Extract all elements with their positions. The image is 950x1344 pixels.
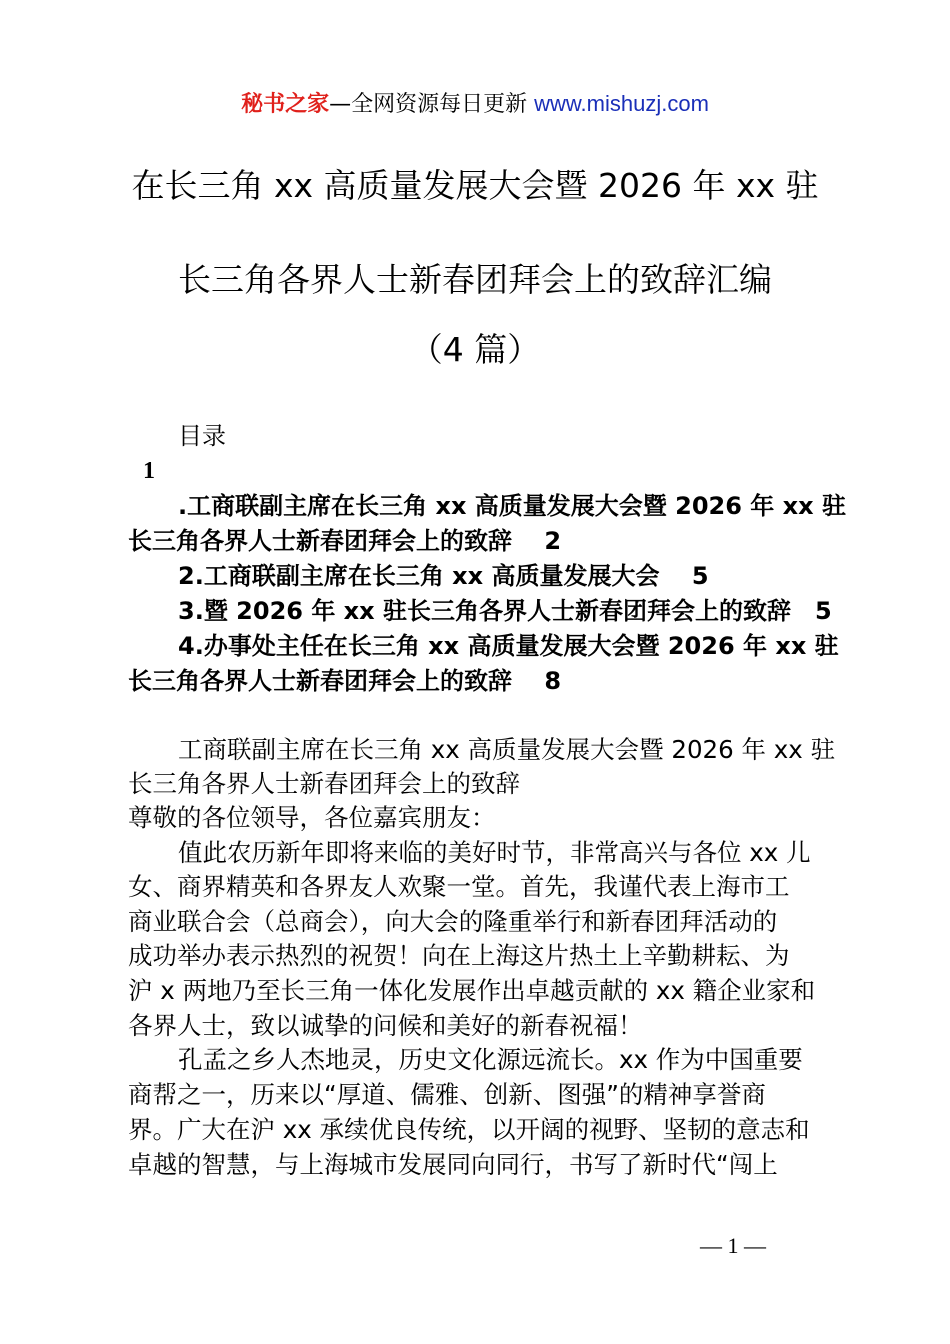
section-heading-line: 工商联副主席在长三角 xx 高质量发展大会暨 2026 年 xx 驻 — [178, 735, 836, 764]
page-number: — 1 — — [700, 1233, 766, 1258]
toc-line[interactable]: 长三角各界人士新春团拜会上的致辞 8 — [128, 667, 562, 695]
body-line: 商业联合会（总商会），向大会的隆重举行和新春团拜活动的 — [128, 907, 778, 936]
body-line: 女、商界精英和各界友人欢聚一堂。首先，我谨代表上海市工 — [128, 872, 790, 901]
body-line: 界。广大在沪 xx 承续优良传统，以开阔的视野、坚韧的意志和 — [128, 1115, 810, 1144]
toc-heading: 目录 — [178, 422, 226, 450]
banner-tagline: —全网资源每日更新 — [329, 92, 528, 117]
body-line: 各界人士，致以诚挚的问候和美好的新春祝福！ — [128, 1011, 643, 1040]
site-banner — [0, 88, 950, 121]
body-line: 值此农历新年即将来临的美好时节，非常高兴与各位 xx 儿 — [178, 838, 811, 867]
document-title-line-1: 在长三角 xx 高质量发展大会暨 2026 年 xx 驻 — [131, 166, 819, 205]
toc-line[interactable]: 长三角各界人士新春团拜会上的致辞 2 — [128, 527, 562, 555]
toc-line[interactable]: 3.暨 2026 年 xx 驻长三角各界人士新春团拜会上的致辞 5 — [178, 597, 832, 625]
site-url[interactable]: www.mishuzj.com — [534, 91, 709, 116]
body-line: 成功举办表示热烈的祝贺！向在上海这片热土上辛勤耕耘、为 — [128, 941, 790, 970]
body-line: 沪 x 两地乃至长三角一体化发展作出卓越贡献的 xx 籍企业家和 — [128, 976, 816, 1005]
toc-line[interactable]: .工商联副主席在长三角 xx 高质量发展大会暨 2026 年 xx 驻 — [178, 492, 846, 520]
brand-name: 秘书之家 — [241, 92, 330, 117]
body-line: 商帮之一，历来以“厚道、儒雅、创新、图强”的精神享誉商 — [128, 1080, 766, 1109]
toc-line[interactable]: 2.工商联副主席在长三角 xx 高质量发展大会 5 — [178, 562, 709, 590]
toc-line: 1 — [143, 458, 155, 484]
section-heading-line: 长三角各界人士新春团拜会上的致辞 — [128, 769, 520, 798]
body-line: 孔孟之乡人杰地灵，历史文化源远流长。xx 作为中国重要 — [178, 1045, 803, 1074]
salutation: 尊敬的各位领导，各位嘉宾朋友： — [128, 803, 496, 832]
toc-line[interactable]: 4.办事处主任在长三角 xx 高质量发展大会暨 2026 年 xx 驻 — [178, 632, 839, 660]
body-line: 卓越的智慧，与上海城市发展同向同行，书写了新时代“闯上 — [128, 1150, 778, 1179]
document-title-line-2: 长三角各界人士新春团拜会上的致辞汇编 — [178, 260, 772, 299]
document-title-line-3: （4 篇） — [409, 330, 541, 369]
